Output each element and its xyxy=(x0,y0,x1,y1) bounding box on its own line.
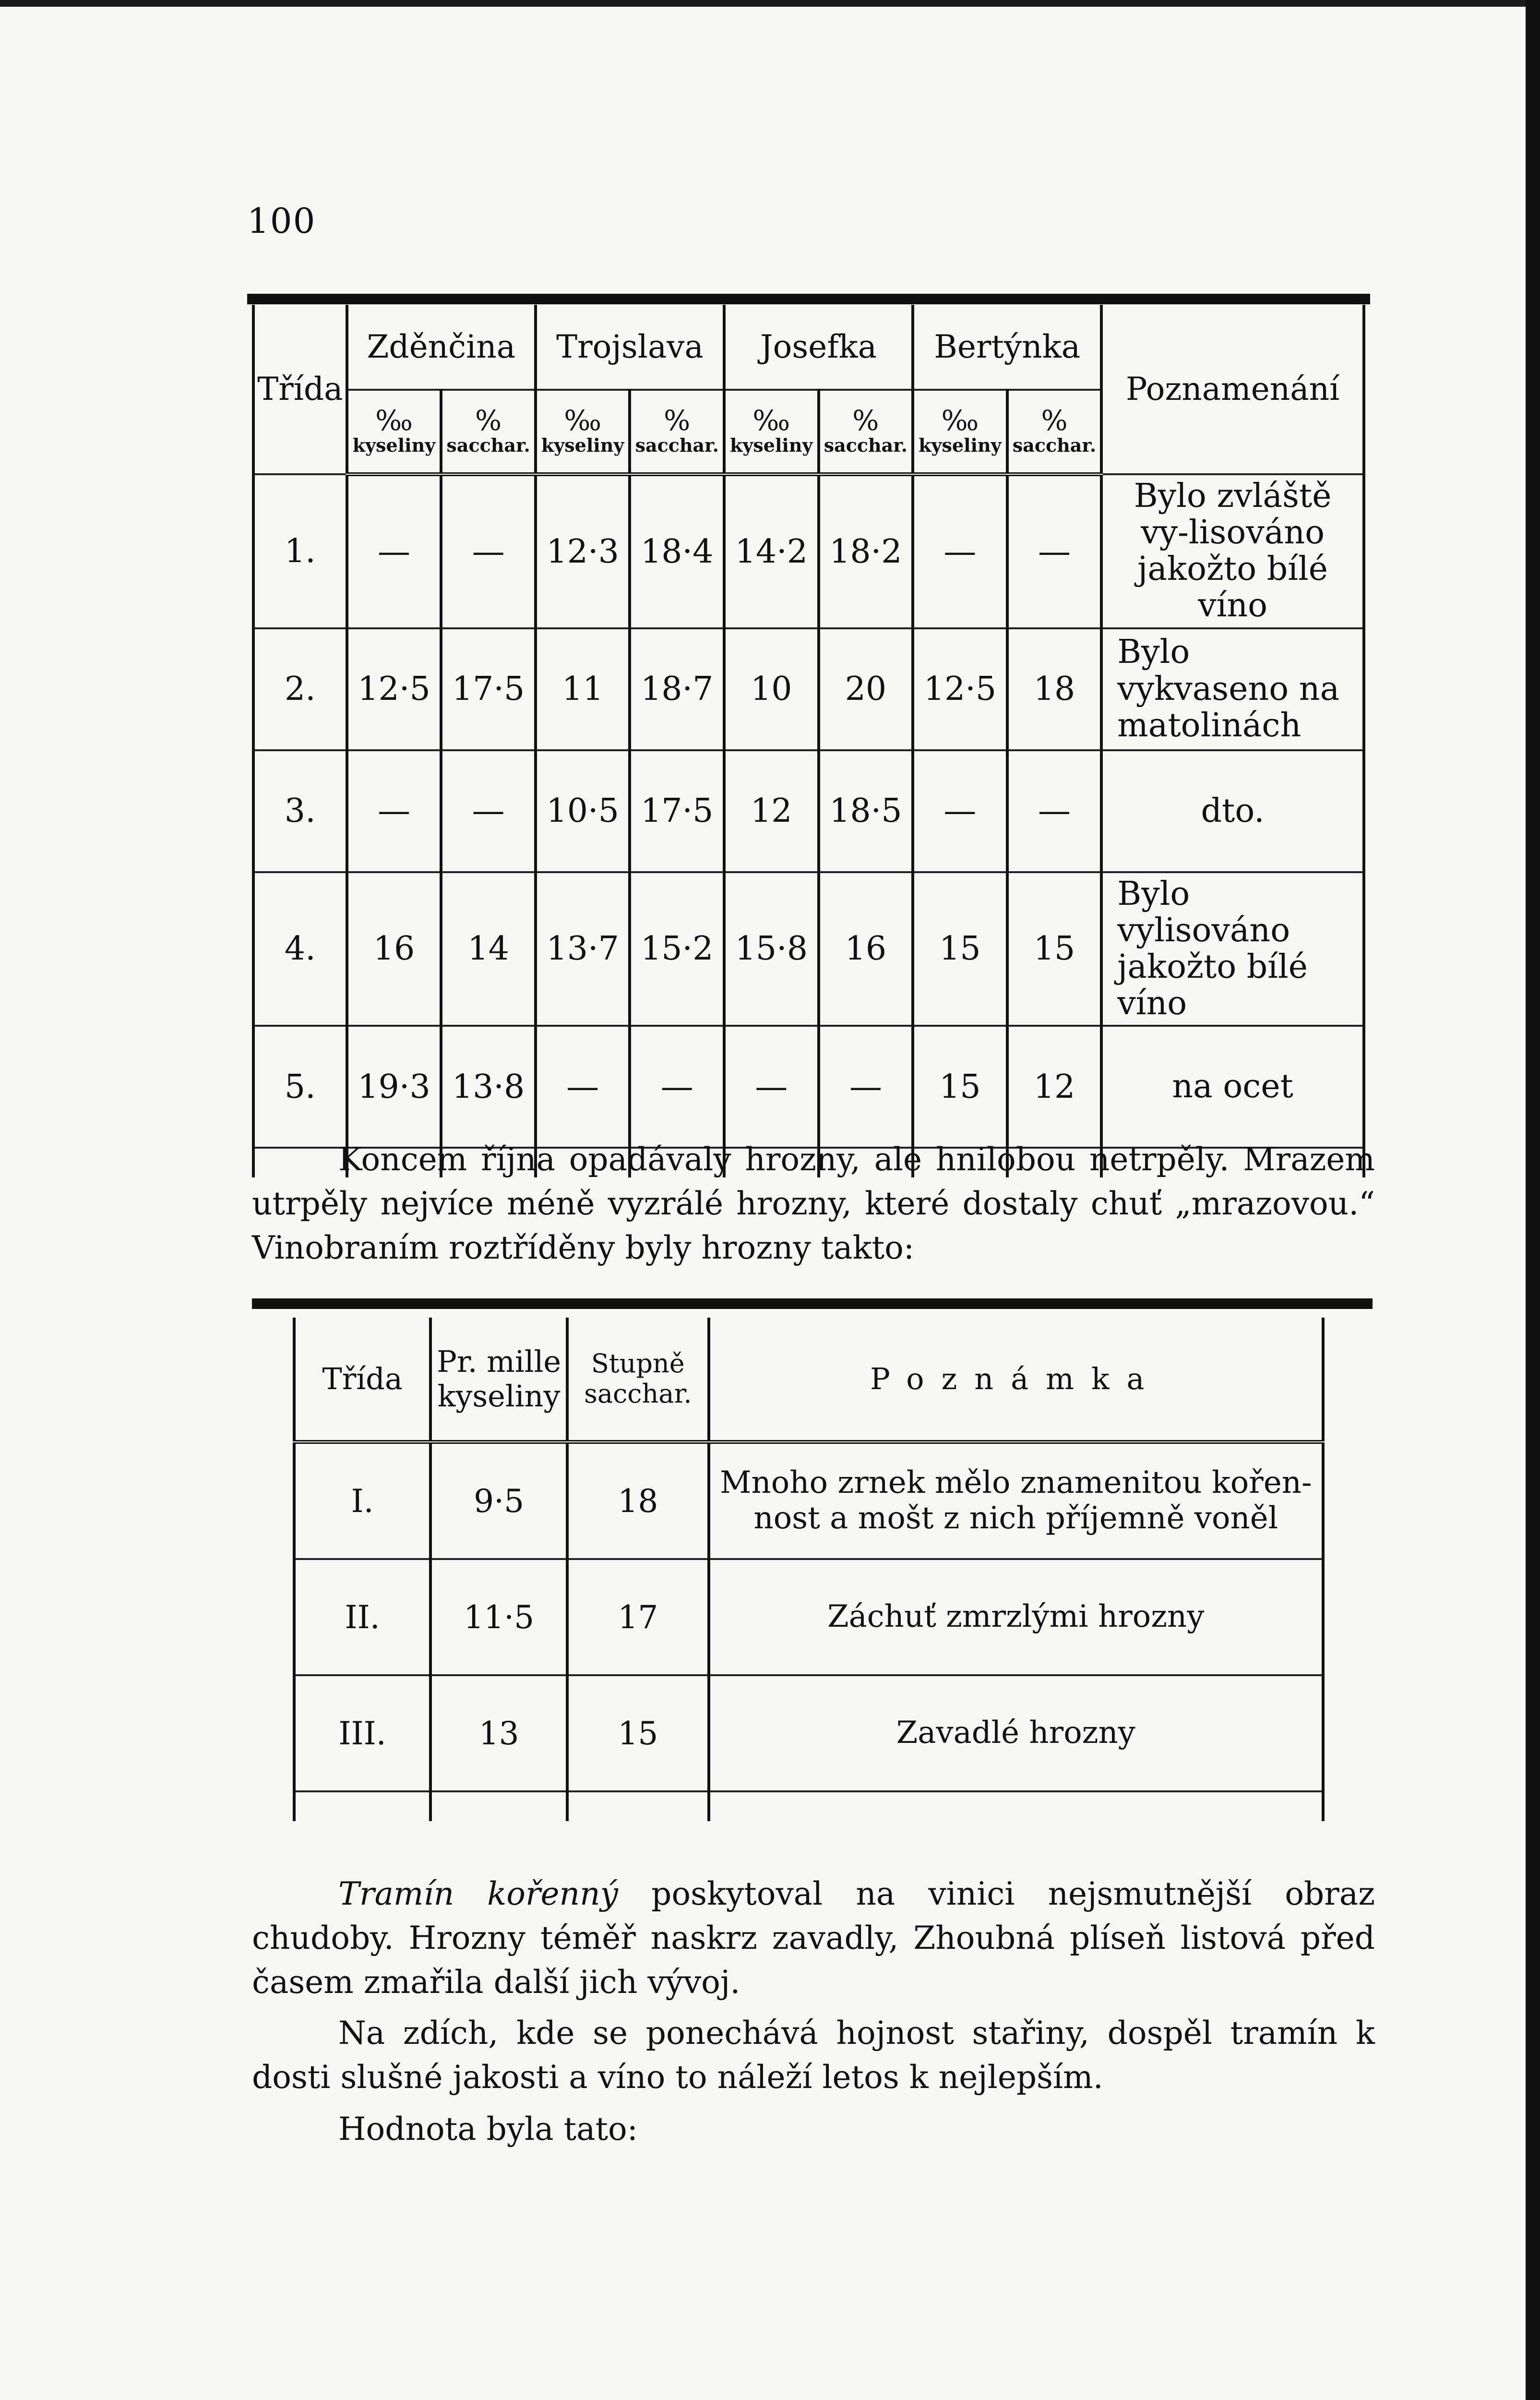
cell-value: 15 xyxy=(1007,872,1102,1026)
row-trida: I. xyxy=(294,1442,430,1559)
row-trida: 5. xyxy=(253,1026,347,1148)
paragraph-harvest: Koncem října opadávaly hrozny, ale hnilobou netrpěly. Mrazem utrpěly nejvíce méně vyzrálé hrozny, které dostaly chuť „mrazovou.“ Vinobraním roztříděny byly hrozny takto: xyxy=(252,1141,1375,1266)
cell-value: — xyxy=(913,474,1007,628)
cell-sacchar: 17 xyxy=(567,1559,709,1675)
cell-value: 15 xyxy=(913,1026,1007,1148)
cell-value: — xyxy=(347,750,442,872)
header-variety-bertynka: Bertýnka xyxy=(913,305,1101,390)
subheader-sugar: % sacchar. xyxy=(441,390,536,474)
row-trida: 2. xyxy=(253,628,347,750)
cell-value: 15·8 xyxy=(724,872,819,1026)
paragraph-tramin: Tramín kořenný poskytoval na vinici nejsmutnější obraz chudoby. Hrozny téměř naskrz zavadly, Zhoubná plíseň listová před časem zmařila další jich vývoj. xyxy=(252,1875,1375,2001)
table-row xyxy=(253,474,1364,628)
cell-value: 15 xyxy=(913,872,1007,1026)
row-trida: III. xyxy=(294,1675,430,1791)
page-top-edge xyxy=(0,0,1540,7)
cell-value: — xyxy=(536,1026,630,1148)
header-trida: Třída xyxy=(294,1318,430,1442)
cell-kyseliny: 9·5 xyxy=(430,1442,567,1559)
table-row xyxy=(253,872,1364,1026)
row-note: Bylo vylisováno jakožto bílé víno xyxy=(1101,872,1364,1026)
cell-value: 17·5 xyxy=(630,750,724,872)
cell-value: 14 xyxy=(441,872,536,1026)
cell-value: 12·5 xyxy=(347,628,442,750)
cell-value: 19·3 xyxy=(347,1026,442,1148)
page-edge xyxy=(1526,0,1540,2400)
table-tail xyxy=(294,1791,1323,1821)
subheader-sugar: % sacchar. xyxy=(630,390,724,474)
page-number: 100 xyxy=(247,201,316,241)
table-harvest-classes xyxy=(293,1318,1325,1821)
row-note: Mnoho zrnek mělo znamenitou kořen-nost a mošt z nich příjemně voněl xyxy=(709,1442,1323,1559)
cell-value: 14·2 xyxy=(724,474,819,628)
row-note: Bylo zvláště vy-lisováno jakožto bílé víno xyxy=(1101,474,1364,628)
cell-value: 13·8 xyxy=(441,1026,536,1148)
cell-value: — xyxy=(819,1026,913,1148)
subheader-acid: ‰ kyseliny xyxy=(347,390,442,474)
subheader-acid: ‰ kyseliny xyxy=(913,390,1007,474)
paragraph-zdich: Na zdích, kde se ponechává hojnost stařiny, dospěl tramín k dosti slušné jakosti a víno to náleží letos k nejlepším. xyxy=(252,2015,1375,2096)
row-trida: II. xyxy=(294,1559,430,1675)
row-note: Bylo vykvaseno na matolinách xyxy=(1101,628,1364,750)
subheader-sugar: % sacchar. xyxy=(819,390,913,474)
row-trida: 1. xyxy=(253,474,347,628)
cell-value: 16 xyxy=(347,872,442,1026)
cell-kyseliny: 13 xyxy=(430,1675,567,1791)
header-poznamenani: Poznamenání xyxy=(1101,305,1364,474)
table-row xyxy=(294,1675,1323,1791)
header-trida: Třída xyxy=(253,305,347,474)
header-poznamka: Poznámka xyxy=(709,1318,1323,1442)
cell-value: 12·5 xyxy=(913,628,1007,750)
cell-value: — xyxy=(347,474,442,628)
cell-value: 20 xyxy=(819,628,913,750)
cell-value: 18 xyxy=(1007,628,1102,750)
cell-value: 16 xyxy=(819,872,913,1026)
cell-value: — xyxy=(441,750,536,872)
cell-value: 18·5 xyxy=(819,750,913,872)
italic-lead: Tramín kořenný xyxy=(338,1875,618,1912)
cell-value: 12·3 xyxy=(536,474,630,628)
header-variety-josefka: Josefka xyxy=(724,305,913,390)
cell-value: 12 xyxy=(724,750,819,872)
cell-kyseliny: 11·5 xyxy=(430,1559,567,1675)
cell-value: 15·2 xyxy=(630,872,724,1026)
subheader-sugar: % sacchar. xyxy=(1007,390,1102,474)
row-trida: 3. xyxy=(253,750,347,872)
table-row xyxy=(253,1026,1364,1148)
subheader-acid: ‰ kyseliny xyxy=(724,390,819,474)
cell-value: — xyxy=(913,750,1007,872)
cell-value: 10·5 xyxy=(536,750,630,872)
row-note: Zavadlé hrozny xyxy=(709,1675,1323,1791)
cell-value: 18·4 xyxy=(630,474,724,628)
header-kyseliny: Pr. mille kyseliny xyxy=(430,1318,567,1442)
table-row xyxy=(294,1559,1323,1675)
subheader-acid: ‰ kyseliny xyxy=(536,390,630,474)
table-row xyxy=(294,1442,1323,1559)
cell-value: 18·7 xyxy=(630,628,724,750)
table-grape-classes xyxy=(252,305,1365,1177)
cell-sacchar: 18 xyxy=(567,1442,709,1559)
cell-value: — xyxy=(630,1026,724,1148)
cell-value: 12 xyxy=(1007,1026,1102,1148)
cell-value: — xyxy=(1007,750,1102,872)
cell-value: 13·7 xyxy=(536,872,630,1026)
table1-top-rule xyxy=(247,294,1370,304)
row-note: dto. xyxy=(1101,750,1364,872)
cell-value: — xyxy=(1007,474,1102,628)
cell-value: — xyxy=(441,474,536,628)
cell-value: 10 xyxy=(724,628,819,750)
table2-top-rule xyxy=(252,1298,1373,1309)
table-row xyxy=(253,628,1364,750)
row-note: Záchuť zmrzlými hrozny xyxy=(709,1559,1323,1675)
cell-value: 18·2 xyxy=(819,474,913,628)
row-trida: 4. xyxy=(253,872,347,1026)
header-variety-trojslava: Trojslava xyxy=(536,305,724,390)
header-variety-zdencina: Zděnčina xyxy=(347,305,536,390)
header-sacchar: Stupně sacchar. xyxy=(567,1318,709,1442)
paragraph-hodnota: Hodnota byla tato: xyxy=(338,2111,638,2148)
row-note: na ocet xyxy=(1101,1026,1364,1148)
cell-value: 11 xyxy=(536,628,630,750)
cell-value: — xyxy=(724,1026,819,1148)
cell-value: 17·5 xyxy=(441,628,536,750)
table-row xyxy=(253,750,1364,872)
cell-sacchar: 15 xyxy=(567,1675,709,1791)
